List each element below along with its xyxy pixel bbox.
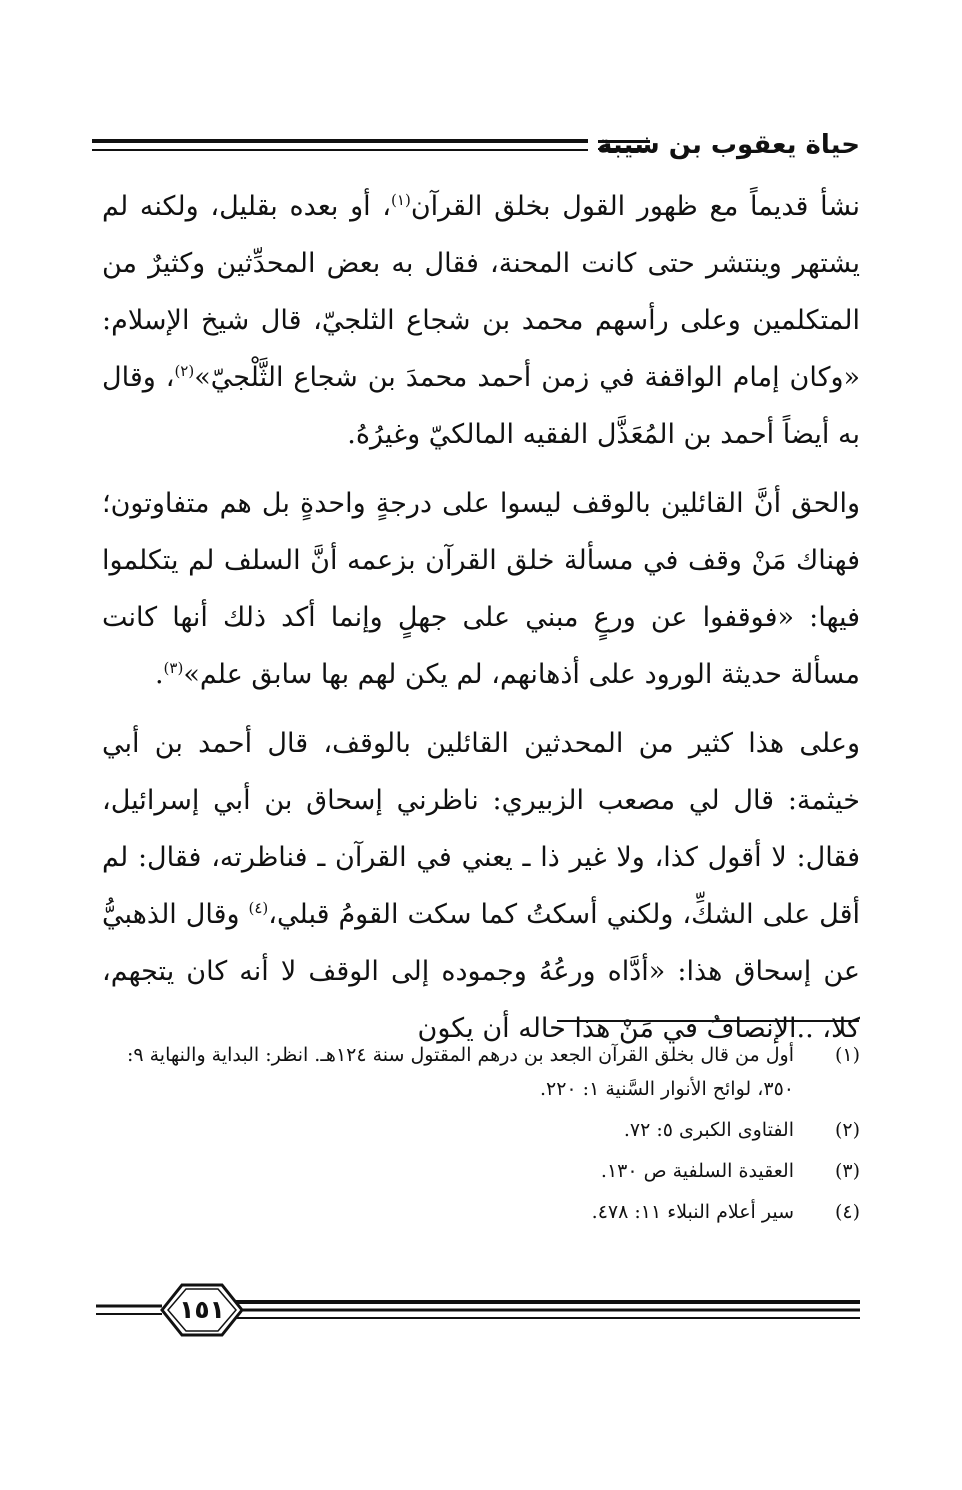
paragraph-text: ، وقال به أيضاً أحمد بن المُعَذَّل الفقيه المالكيّ وغيرُهُ. [102,362,860,450]
header-title: حياة يعقوب بن شيبة [597,130,860,160]
header-rule-long [92,139,588,151]
footnote-ref: (٤) [248,899,269,917]
paragraph-text: وقال الذهبيُّ عن إسحاق هذا: «أدَّاه ورعُهُ وجموده إلى الوقف لا أنه كان يتجهم، كلا، ..الإنصافُ في مَنْ هذا حاله أن يكون [102,899,860,1044]
footnote-1 [100,1038,860,1106]
paragraph-text: والحق أنَّ القائلين بالوقف ليسوا على درجةٍ واحدةٍ بل هم متفاوتون؛ فهناك مَنْ وقف في مسألة خلق القرآن بزعمه أنَّ السلف لم يتكلموا فيها: «فوقفوا عن ورعٍ مبني على جهلٍ وإنما أكد ذلك أنها كانت مسألة حديثة الورود على أذهانهم، لم يكن لهم بها سابق علم» [102,488,860,690]
footnotes [100,1038,860,1236]
footnote-separator [557,1020,859,1022]
footnote-4 [100,1195,860,1229]
footnote-number: (٢) [834,1119,860,1141]
footnote-2 [100,1113,860,1147]
paragraph-text: نشأ قديماً مع ظهور القول بخلق القرآن [410,191,860,222]
paragraph-1 [102,178,860,463]
paragraph-2 [102,475,860,703]
paragraph-text: وعلى هذا كثير من المحدثين القائلين بالوقف، قال أحمد بن أبي خيثمة: قال لي مصعب الزبيري: ناظرني إسحاق بن أبي إسرائيل، فقال: لا أقول كذا، ولا غير ذا ـ يعني في القرآن ـ فناظرته، فقال: لم أقل على الشكِّ، ولكني أسكتُ كما سكت القومُ قبلي، [102,728,860,930]
footnote-number: (٣) [834,1160,860,1182]
main-text [102,178,860,1057]
footnote-text: العقيدة السلفية ص ١٣٠. [600,1160,794,1182]
footnote-ref: (٣) [163,659,184,677]
footnote-ref: (١) [391,191,411,209]
footnote-text: أول من قال بخلق القرآن الجعد بن درهم المقتول سنة ١٢٤هـ. انظر: البداية والنهاية ٩: ٣٥٠، لوائح الأنوار السَّنية ١: ٢٢٠. [126,1044,794,1100]
running-header [92,125,860,165]
footnote-text: سير أعلام النبلاء ١١: ٤٧٨. [591,1201,794,1223]
paragraph-text: ، أو بعده بقليل، ولكنه لم يشتهر وينتشر حتى كانت المحنة، فقال به بعض المحدِّثين وكثيرٌ من المتكلمين وعلى رأسهم محمد بن شجاع الثلجيّ، قال شيخ الإسلام: «وكان إمام الواقفة في زمن أحمد محمدَ بن شجاع الثَّلْجيّ» [102,191,860,393]
footnote-text: الفتاوى الكبرى ٥: ٧٢. [623,1119,794,1141]
page-number: ١٥١ [179,1295,225,1324]
footnote-ref: (٢) [174,362,195,380]
paragraph-3 [102,715,860,1057]
paragraph-text: . [154,659,164,690]
footnote-3 [100,1154,860,1188]
footnote-number: (١) [834,1044,860,1066]
page-number-ornament [96,1275,860,1345]
footnote-number: (٤) [834,1201,860,1223]
